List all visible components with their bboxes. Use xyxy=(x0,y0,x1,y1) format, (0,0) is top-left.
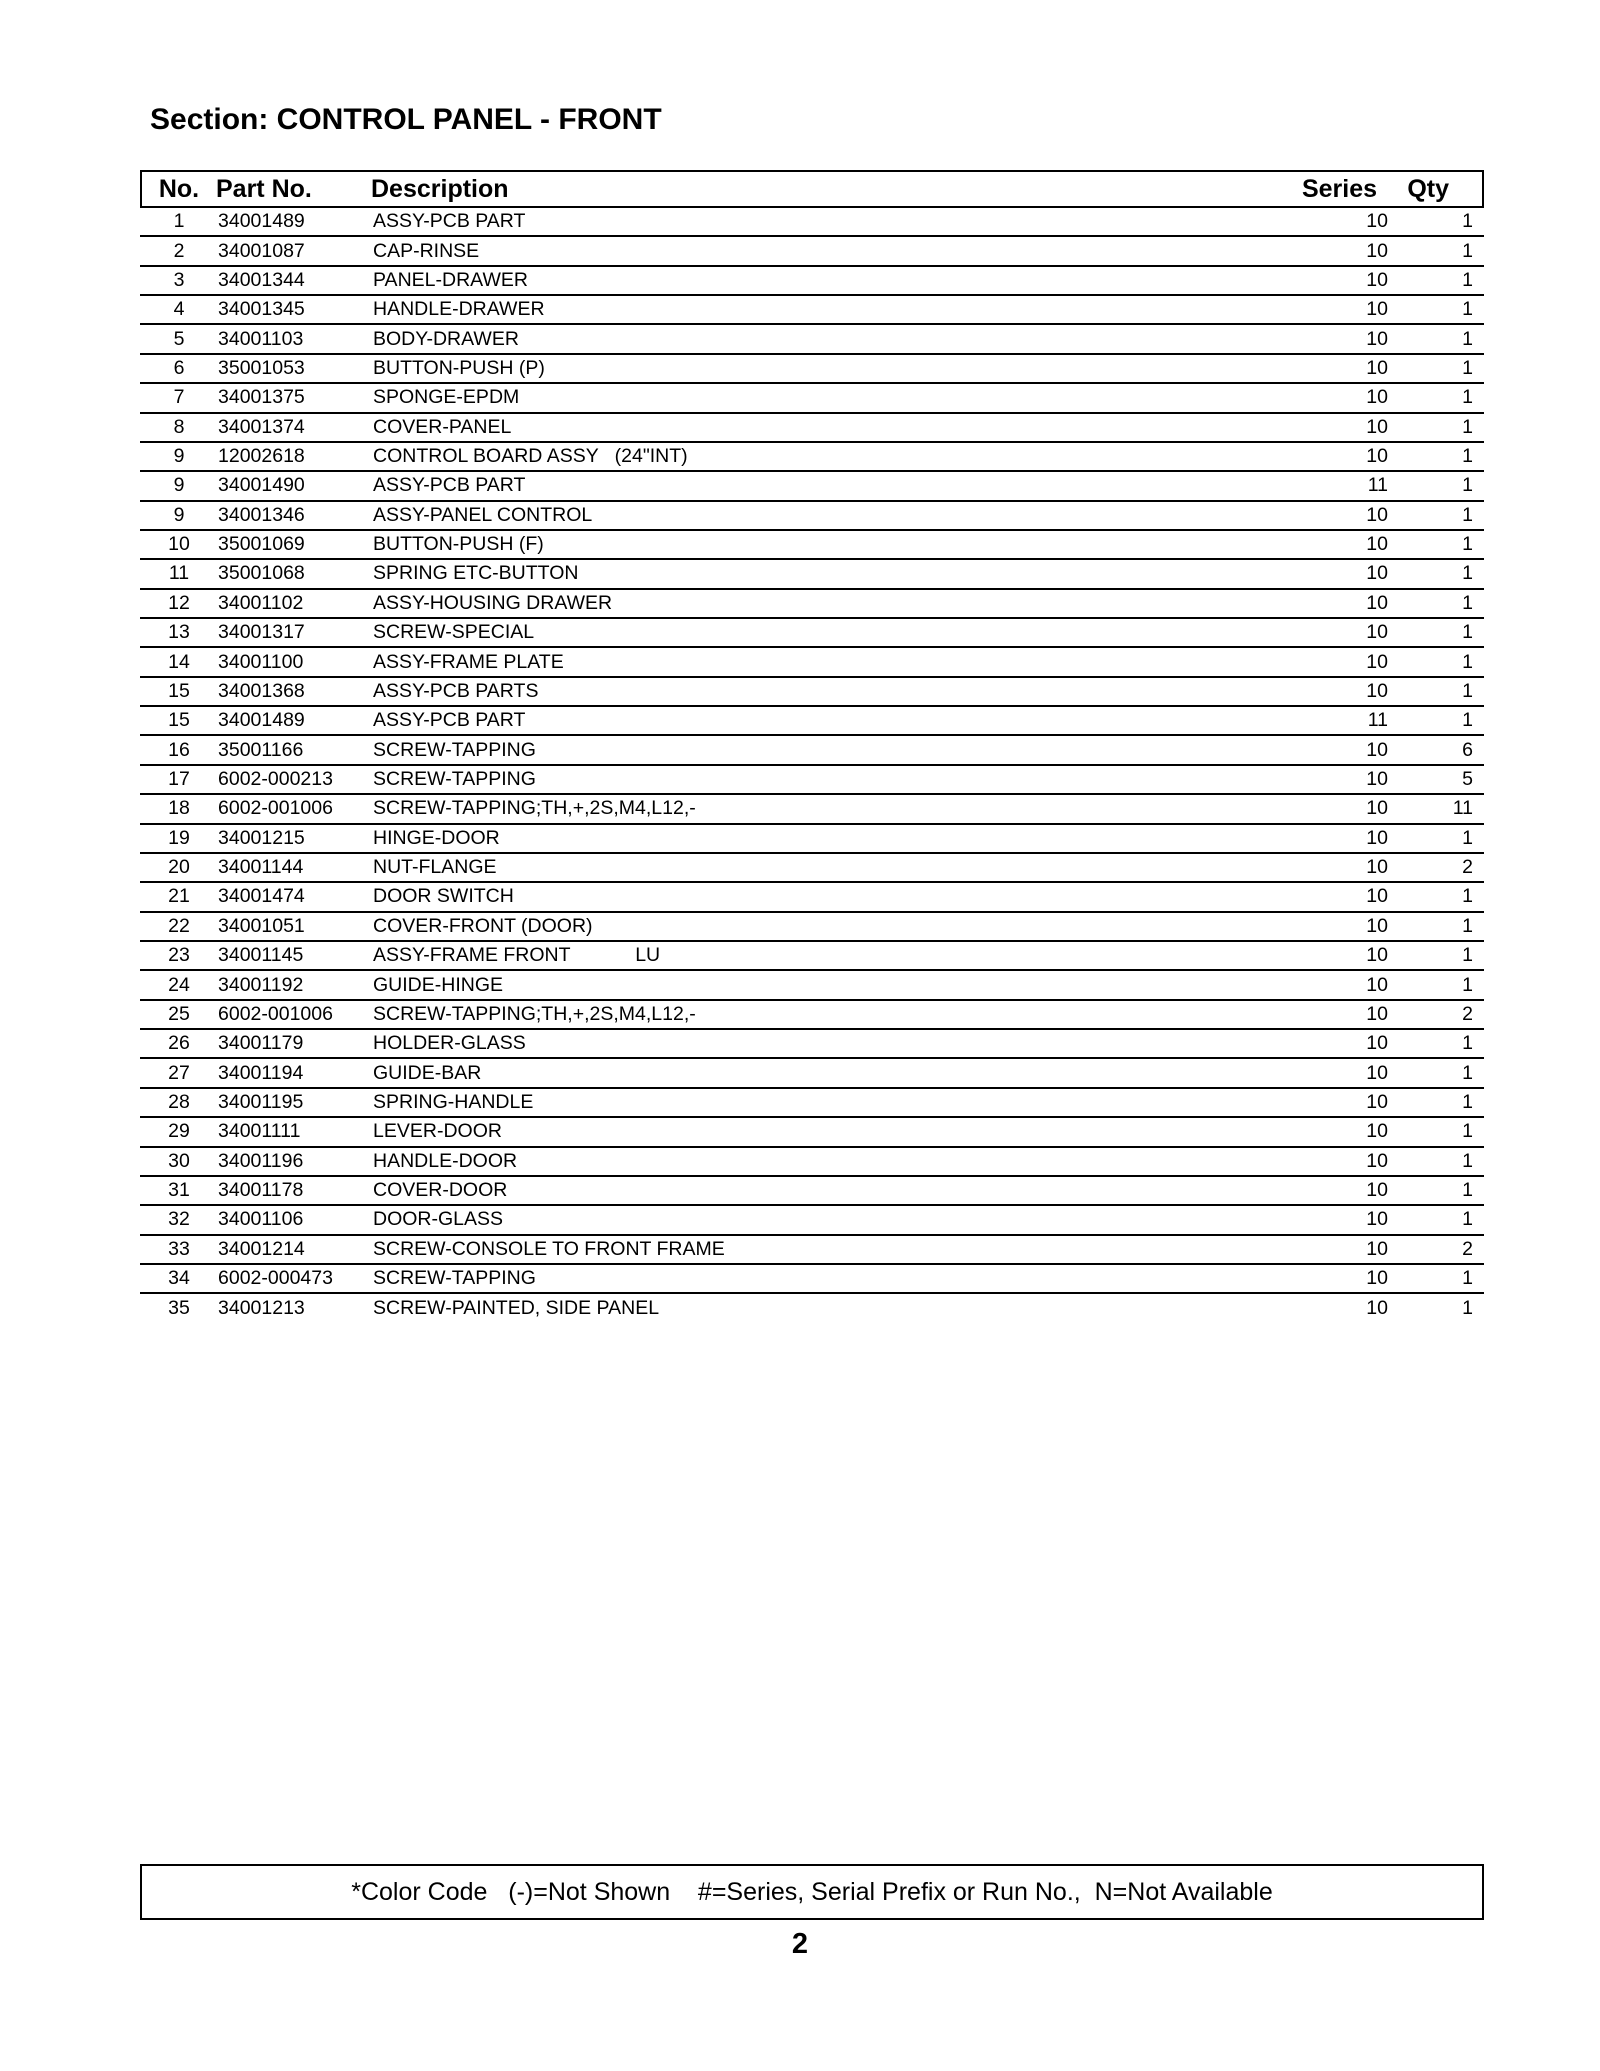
row-part-no: 34001192 xyxy=(218,973,304,996)
row-series: 10 xyxy=(1366,1120,1388,1143)
row-qty: 1 xyxy=(1462,210,1473,233)
row-qty: 1 xyxy=(1462,591,1473,614)
row-part-no: 34001103 xyxy=(218,327,304,350)
page-number: 2 xyxy=(791,1928,809,1960)
table-row xyxy=(140,296,1484,325)
row-description: SCREW-TAPPING;TH,+,2S,M4,L12,- xyxy=(373,1002,696,1025)
table-row xyxy=(140,267,1484,296)
row-qty: 1 xyxy=(1462,1179,1473,1202)
row-part-no: 34001102 xyxy=(218,591,304,614)
row-description: ASSY-PCB PART xyxy=(373,474,526,497)
row-series: 10 xyxy=(1366,738,1388,761)
table-row xyxy=(140,1236,1484,1265)
row-no: 34 xyxy=(168,1267,190,1290)
table-row xyxy=(140,854,1484,883)
row-series: 10 xyxy=(1366,298,1388,321)
row-qty: 1 xyxy=(1462,1061,1473,1084)
row-qty: 1 xyxy=(1462,415,1473,438)
row-description: SPRING ETC-BUTTON xyxy=(373,562,579,585)
row-description: ASSY-HOUSING DRAWER xyxy=(373,591,613,614)
row-no: 4 xyxy=(173,298,185,321)
row-no: 11 xyxy=(168,562,190,585)
row-part-no: 6002-000473 xyxy=(218,1267,333,1290)
row-description: GUIDE-BAR xyxy=(373,1061,482,1084)
row-description: SCREW-TAPPING xyxy=(373,738,536,761)
row-series: 10 xyxy=(1366,679,1388,702)
table-row xyxy=(140,648,1484,677)
row-series: 10 xyxy=(1366,1208,1388,1231)
row-no: 1 xyxy=(173,210,185,233)
row-description: ASSY-PCB PARTS xyxy=(373,679,539,702)
row-description: HANDLE-DOOR xyxy=(373,1149,518,1172)
row-qty: 1 xyxy=(1462,914,1473,937)
row-no: 10 xyxy=(168,533,190,556)
row-series: 10 xyxy=(1366,268,1388,291)
row-qty: 11 xyxy=(1452,797,1473,820)
row-part-no: 34001111 xyxy=(218,1120,301,1143)
row-no: 24 xyxy=(168,973,190,996)
row-part-no: 35001166 xyxy=(218,738,304,761)
parts-table xyxy=(140,170,1484,1324)
row-series: 10 xyxy=(1366,1179,1388,1202)
row-qty: 2 xyxy=(1462,1237,1473,1260)
row-part-no: 34001368 xyxy=(218,679,305,702)
row-no: 8 xyxy=(173,415,185,438)
row-description: SCREW-TAPPING xyxy=(373,768,536,790)
row-no: 13 xyxy=(168,621,190,644)
row-part-no: 35001068 xyxy=(218,562,305,585)
row-series: 10 xyxy=(1366,415,1388,438)
row-series: 10 xyxy=(1366,768,1388,790)
row-series: 10 xyxy=(1366,1149,1388,1172)
row-series: 10 xyxy=(1366,826,1388,849)
table-row xyxy=(140,208,1484,237)
table-row xyxy=(140,619,1484,648)
table-row xyxy=(140,1265,1484,1294)
row-description: HINGE-DOOR xyxy=(373,826,500,849)
row-qty: 1 xyxy=(1462,1208,1473,1231)
row-qty: 1 xyxy=(1462,327,1473,350)
row-no: 29 xyxy=(168,1120,190,1143)
row-no: 15 xyxy=(168,709,190,732)
row-part-no: 34001106 xyxy=(218,1208,304,1231)
row-part-no: 35001069 xyxy=(218,533,305,556)
table-row xyxy=(140,1294,1484,1323)
row-description: ASSY-FRAME PLATE xyxy=(373,650,564,673)
row-no: 20 xyxy=(168,856,190,879)
row-part-no: 34001100 xyxy=(218,650,304,673)
row-qty: 1 xyxy=(1462,885,1473,908)
row-no: 12 xyxy=(168,591,190,614)
table-row xyxy=(140,590,1484,619)
row-qty: 1 xyxy=(1462,533,1473,556)
row-qty: 1 xyxy=(1462,474,1473,497)
row-qty: 1 xyxy=(1462,503,1473,526)
row-description: DOOR-GLASS xyxy=(373,1208,504,1231)
row-no: 33 xyxy=(168,1237,190,1260)
row-no: 28 xyxy=(168,1090,190,1113)
table-row xyxy=(140,883,1484,912)
table-row xyxy=(140,795,1484,824)
row-part-no: 6002-001006 xyxy=(218,1002,333,1025)
table-row xyxy=(140,1089,1484,1118)
table-row xyxy=(140,502,1484,531)
row-part-no: 34001178 xyxy=(218,1179,304,1202)
row-series: 10 xyxy=(1366,1237,1388,1260)
row-part-no: 34001344 xyxy=(218,268,305,291)
row-part-no: 34001346 xyxy=(218,503,305,526)
row-part-no: 34001215 xyxy=(218,826,305,849)
row-series: 10 xyxy=(1366,445,1388,468)
row-description: SCREW-TAPPING;TH,+,2S,M4,L12,- xyxy=(373,797,696,820)
row-series: 10 xyxy=(1366,356,1388,379)
row-series: 11 xyxy=(1367,474,1388,497)
table-row xyxy=(140,325,1484,354)
row-no: 7 xyxy=(173,386,185,409)
row-no: 9 xyxy=(173,503,185,526)
row-description: NUT-FLANGE xyxy=(373,856,497,879)
row-series: 10 xyxy=(1366,239,1388,262)
table-row xyxy=(140,237,1484,266)
table-row xyxy=(140,942,1484,971)
row-part-no: 6002-001006 xyxy=(218,797,333,820)
row-series: 10 xyxy=(1366,1002,1388,1025)
row-no: 32 xyxy=(168,1208,190,1231)
row-qty: 1 xyxy=(1462,356,1473,379)
row-description: SCREW-SPECIAL xyxy=(373,621,535,644)
row-no: 3 xyxy=(173,268,185,291)
table-row xyxy=(140,1001,1484,1030)
row-no: 30 xyxy=(168,1149,190,1172)
row-qty: 1 xyxy=(1462,650,1473,673)
footer-note: *Color Code (-)=Not Shown #=Series, Serial Prefix or Run No., N=Not Available xyxy=(351,1877,1273,1906)
row-part-no: 34001051 xyxy=(218,914,305,937)
row-description: BUTTON-PUSH (P) xyxy=(373,356,545,379)
row-series: 11 xyxy=(1367,709,1388,732)
row-part-no: 34001345 xyxy=(218,298,305,321)
table-row xyxy=(140,531,1484,560)
header-qty: Qty xyxy=(1407,174,1449,203)
row-description: HOLDER-GLASS xyxy=(373,1032,526,1055)
row-part-no: 34001489 xyxy=(218,210,305,233)
row-description: SPRING-HANDLE xyxy=(373,1090,534,1113)
row-part-no: 34001213 xyxy=(218,1297,305,1320)
row-part-no: 34001214 xyxy=(218,1237,305,1260)
row-description: COVER-FRONT (DOOR) xyxy=(373,914,593,937)
row-series: 10 xyxy=(1366,1297,1388,1320)
row-description: ASSY-PANEL CONTROL xyxy=(373,503,593,526)
row-qty: 2 xyxy=(1462,1002,1473,1025)
table-row xyxy=(140,707,1484,736)
table-row xyxy=(140,971,1484,1000)
row-description: DOOR SWITCH xyxy=(373,885,514,908)
row-description: COVER-PANEL xyxy=(373,415,512,438)
row-series: 10 xyxy=(1366,914,1388,937)
table-row xyxy=(140,1148,1484,1177)
row-series: 10 xyxy=(1366,210,1388,233)
row-qty: 1 xyxy=(1462,562,1473,585)
row-no: 9 xyxy=(173,474,185,497)
row-qty: 1 xyxy=(1462,268,1473,291)
row-description: COVER-DOOR xyxy=(373,1179,508,1202)
row-description: GUIDE-HINGE xyxy=(373,973,504,996)
row-series: 10 xyxy=(1366,650,1388,673)
row-description: CAP-RINSE xyxy=(373,239,480,262)
row-description: SCREW-TAPPING xyxy=(373,1267,536,1290)
row-series: 10 xyxy=(1366,562,1388,585)
section-title: Section: CONTROL PANEL - FRONT xyxy=(150,103,662,136)
row-qty: 1 xyxy=(1462,1032,1473,1055)
row-series: 10 xyxy=(1366,856,1388,879)
row-no: 15 xyxy=(168,679,190,702)
row-no: 22 xyxy=(168,914,190,937)
table-row xyxy=(140,1059,1484,1088)
table-row xyxy=(140,1206,1484,1235)
row-description: HANDLE-DRAWER xyxy=(373,298,545,321)
row-part-no: 6002-000213 xyxy=(218,768,333,790)
table-row xyxy=(140,1118,1484,1147)
footer-legend xyxy=(140,1864,1484,1920)
row-series: 10 xyxy=(1366,797,1388,820)
row-description: ASSY-PCB PART xyxy=(373,210,526,233)
row-description: SCREW-CONSOLE TO FRONT FRAME xyxy=(373,1237,725,1260)
table-row xyxy=(140,355,1484,384)
row-part-no: 12002618 xyxy=(218,445,305,468)
row-no: 31 xyxy=(168,1179,190,1202)
row-qty: 1 xyxy=(1462,1090,1473,1113)
row-series: 10 xyxy=(1366,621,1388,644)
header-part-no: Part No. xyxy=(216,174,312,203)
table-row xyxy=(140,1177,1484,1206)
row-part-no: 34001087 xyxy=(218,239,305,262)
row-series: 10 xyxy=(1366,327,1388,350)
row-qty: 1 xyxy=(1462,1267,1473,1290)
header-series: Series xyxy=(1301,174,1377,203)
row-no: 18 xyxy=(168,797,190,820)
table-body xyxy=(140,208,1484,1324)
row-part-no: 34001374 xyxy=(218,415,305,438)
table-row xyxy=(140,736,1484,765)
table-row xyxy=(140,766,1484,795)
row-description: ASSY-PCB PART xyxy=(373,709,526,732)
row-qty: 5 xyxy=(1462,768,1473,790)
row-qty: 1 xyxy=(1462,826,1473,849)
table-row xyxy=(140,1030,1484,1059)
row-description: PANEL-DRAWER xyxy=(373,268,528,291)
row-description: BODY-DRAWER xyxy=(373,327,519,350)
row-no: 27 xyxy=(168,1061,190,1084)
row-part-no: 34001375 xyxy=(218,386,305,409)
row-series: 10 xyxy=(1366,1267,1388,1290)
row-qty: 1 xyxy=(1462,1297,1473,1320)
row-description: CONTROL BOARD ASSY (24"INT) xyxy=(373,445,688,468)
row-part-no: 34001179 xyxy=(218,1032,304,1055)
table-row xyxy=(140,384,1484,413)
row-series: 10 xyxy=(1366,1032,1388,1055)
row-no: 35 xyxy=(168,1297,190,1320)
row-series: 10 xyxy=(1366,503,1388,526)
row-qty: 2 xyxy=(1462,856,1473,879)
table-row xyxy=(140,913,1484,942)
row-no: 21 xyxy=(168,885,190,908)
row-qty: 1 xyxy=(1462,239,1473,262)
row-description: SCREW-PAINTED, SIDE PANEL xyxy=(373,1297,660,1320)
table-row xyxy=(140,443,1484,472)
row-qty: 1 xyxy=(1462,298,1473,321)
row-no: 19 xyxy=(168,826,190,849)
row-qty: 1 xyxy=(1462,944,1473,967)
row-qty: 6 xyxy=(1462,738,1473,761)
row-no: 6 xyxy=(173,356,185,379)
table-header xyxy=(140,170,1484,208)
row-qty: 1 xyxy=(1462,1149,1473,1172)
row-part-no: 34001144 xyxy=(218,856,304,879)
table-row xyxy=(140,414,1484,443)
row-no: 2 xyxy=(173,239,185,262)
row-qty: 1 xyxy=(1462,709,1473,732)
row-part-no: 35001053 xyxy=(218,356,305,379)
row-description: ASSY-FRAME FRONT LU xyxy=(373,944,661,967)
row-description: BUTTON-PUSH (F) xyxy=(373,533,544,556)
row-part-no: 34001490 xyxy=(218,474,305,497)
row-no: 16 xyxy=(168,738,190,761)
row-no: 5 xyxy=(173,327,185,350)
table-row xyxy=(140,825,1484,854)
row-no: 17 xyxy=(168,768,190,790)
row-series: 10 xyxy=(1366,944,1388,967)
row-part-no: 34001474 xyxy=(218,885,305,908)
row-qty: 1 xyxy=(1462,973,1473,996)
row-series: 10 xyxy=(1366,386,1388,409)
row-description: SPONGE-EPDM xyxy=(373,386,520,409)
row-series: 10 xyxy=(1366,591,1388,614)
row-series: 10 xyxy=(1366,885,1388,908)
row-part-no: 34001489 xyxy=(218,709,305,732)
row-description: LEVER-DOOR xyxy=(373,1120,502,1143)
row-qty: 1 xyxy=(1462,445,1473,468)
header-description: Description xyxy=(371,174,509,203)
header-no: No. xyxy=(158,174,200,203)
row-no: 25 xyxy=(168,1002,190,1025)
row-qty: 1 xyxy=(1462,1120,1473,1143)
row-series: 10 xyxy=(1366,533,1388,556)
row-qty: 1 xyxy=(1462,386,1473,409)
row-qty: 1 xyxy=(1462,679,1473,702)
row-part-no: 34001196 xyxy=(218,1149,304,1172)
row-no: 23 xyxy=(168,944,190,967)
table-row xyxy=(140,678,1484,707)
table-row xyxy=(140,560,1484,589)
row-series: 10 xyxy=(1366,1090,1388,1113)
row-series: 10 xyxy=(1366,973,1388,996)
row-no: 9 xyxy=(173,445,185,468)
row-part-no: 34001194 xyxy=(218,1061,304,1084)
row-part-no: 34001195 xyxy=(218,1090,304,1113)
row-no: 26 xyxy=(168,1032,190,1055)
row-no: 14 xyxy=(168,650,190,673)
row-part-no: 34001317 xyxy=(218,621,305,644)
table-row xyxy=(140,472,1484,501)
row-qty: 1 xyxy=(1462,621,1473,644)
row-part-no: 34001145 xyxy=(218,944,304,967)
row-series: 10 xyxy=(1366,1061,1388,1084)
